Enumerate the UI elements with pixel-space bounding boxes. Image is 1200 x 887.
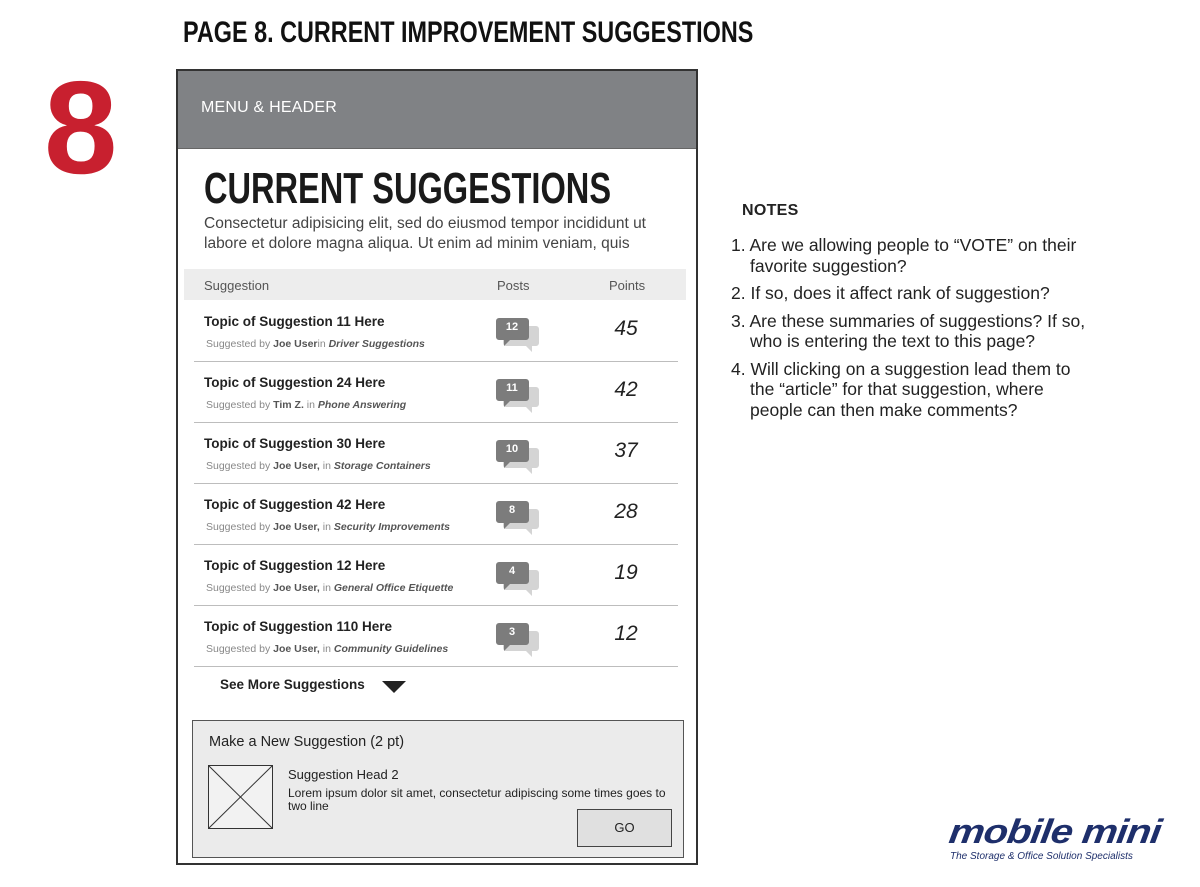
in-label: in: [303, 399, 318, 411]
suggestion-meta: [206, 643, 448, 655]
suggestion-meta: [206, 521, 450, 533]
suggestion-topic[interactable]: Topic of Suggestion 110 Here: [204, 619, 393, 634]
triangle-down-icon[interactable]: [382, 681, 406, 693]
comment-bubbles-icon[interactable]: [496, 501, 540, 539]
intro-text: Consectetur adipisicing elit, sed do eiusmod tempor incididunt ut labore et dolore magna aliqua. Ut enim ad minim veniam, quis: [204, 215, 646, 252]
suggestion-meta: [206, 399, 406, 411]
suggestions-heading: CURRENT SUGGESTIONS: [204, 164, 612, 213]
suggestion-meta: [206, 460, 431, 472]
posts-count: 8: [508, 504, 516, 516]
suggestion-head: Suggestion Head 2: [288, 767, 399, 782]
suggestion-row[interactable]: [194, 484, 678, 545]
points-value: 37: [614, 439, 638, 462]
column-posts[interactable]: Posts: [497, 278, 530, 293]
suggestion-category[interactable]: Community Guidelines: [333, 643, 449, 655]
suggested-by-label: Suggested by: [206, 338, 274, 350]
posts-count: 11: [506, 382, 518, 394]
comment-bubbles-icon[interactable]: [496, 318, 540, 356]
suggestion-category[interactable]: Phone Answering: [317, 399, 407, 411]
image-placeholder-icon: [208, 765, 273, 829]
suggestion-body: Lorem ipsum dolor sit amet, consectetur adipiscing some times goes to two line: [288, 786, 666, 813]
suggestion-meta: [206, 582, 453, 594]
logo-wordmark: mobile mini: [946, 813, 1164, 851]
points-value: 42: [614, 378, 638, 401]
in-label: in: [319, 460, 334, 472]
suggested-by-label: Suggested by: [206, 582, 274, 594]
posts-count: 12: [505, 321, 519, 333]
see-more-link[interactable]: See More Suggestions: [220, 677, 365, 692]
wireframe: [176, 69, 698, 865]
comment-bubbles-icon[interactable]: [496, 440, 540, 478]
comment-bubbles-icon[interactable]: [496, 379, 540, 417]
in-label: in: [317, 338, 329, 350]
suggestion-category[interactable]: Driver Suggestions: [328, 338, 425, 350]
note-item: 2. If so, does it affect rank of suggestion?: [731, 283, 1050, 303]
suggestion-category[interactable]: General Office Etiquette: [333, 582, 454, 594]
suggestion-user[interactable]: Joe User: [273, 338, 318, 350]
note-item: 4. Will clicking on a suggestion lead them to the “article” for that suggestion, where people can then make comments?: [731, 358, 1071, 420]
page-number: 8: [44, 54, 118, 201]
in-label: in: [319, 521, 334, 533]
suggestion-row[interactable]: [194, 545, 678, 606]
page-title: PAGE 8. CURRENT IMPROVEMENT SUGGESTIONS: [183, 16, 754, 49]
suggestion-user[interactable]: Tim Z.: [273, 399, 304, 411]
points-value: 19: [614, 561, 638, 584]
column-points[interactable]: Points: [609, 278, 646, 293]
suggestion-meta: [206, 338, 425, 350]
notes-title: NOTES: [742, 202, 799, 219]
suggested-by-label: Suggested by: [206, 643, 274, 655]
suggestion-topic[interactable]: Topic of Suggestion 12 Here: [204, 558, 386, 573]
points-value: 28: [614, 500, 638, 523]
suggestion-category[interactable]: Storage Containers: [333, 460, 431, 472]
column-suggestion[interactable]: Suggestion: [204, 278, 270, 293]
new-suggestion-panel: [192, 720, 684, 858]
suggestion-user[interactable]: Joe User,: [273, 460, 320, 472]
posts-count: 10: [505, 443, 519, 455]
suggestion-user[interactable]: Joe User,: [273, 521, 320, 533]
note-item: 1. Are we allowing people to “VOTE” on their favorite suggestion?: [731, 235, 1077, 276]
suggested-by-label: Suggested by: [206, 521, 274, 533]
suggestion-user[interactable]: Joe User,: [273, 582, 320, 594]
suggestion-row[interactable]: [194, 606, 678, 667]
suggestion-row[interactable]: [194, 362, 678, 423]
menu-header[interactable]: [178, 71, 696, 149]
menu-header-label: MENU & HEADER: [201, 99, 337, 116]
new-suggestion-title: Make a New Suggestion (2 pt): [209, 734, 405, 750]
logo-tagline: The Storage & Office Solution Specialists: [950, 851, 1133, 862]
in-label: in: [319, 643, 334, 655]
suggestion-row[interactable]: [194, 423, 678, 484]
posts-count: 4: [508, 565, 516, 577]
points-value: 45: [614, 317, 638, 340]
suggestion-topic[interactable]: Topic of Suggestion 24 Here: [204, 375, 386, 390]
table-header: [184, 269, 686, 300]
suggestion-category[interactable]: Security Improvements: [333, 521, 450, 533]
suggestion-row[interactable]: [194, 301, 678, 362]
note-item: 3. Are these summaries of suggestions? If so, who is entering the text to this page?: [731, 310, 1086, 351]
go-button[interactable]: GO: [577, 809, 672, 847]
comment-bubbles-icon[interactable]: [496, 623, 540, 661]
suggested-by-label: Suggested by: [206, 399, 274, 411]
suggestion-user[interactable]: Joe User,: [273, 643, 320, 655]
suggestion-topic[interactable]: Topic of Suggestion 30 Here: [204, 436, 386, 451]
posts-count: 3: [508, 626, 516, 638]
notes-list: [731, 235, 1091, 427]
suggestion-list: [194, 301, 678, 667]
points-value: 12: [614, 622, 638, 645]
mobile-mini-logo: [948, 813, 1168, 869]
suggested-by-label: Suggested by: [206, 460, 274, 472]
comment-bubbles-icon[interactable]: [496, 562, 540, 600]
in-label: in: [319, 582, 334, 594]
suggestion-topic[interactable]: Topic of Suggestion 11 Here: [204, 314, 385, 329]
suggestion-topic[interactable]: Topic of Suggestion 42 Here: [204, 497, 386, 512]
